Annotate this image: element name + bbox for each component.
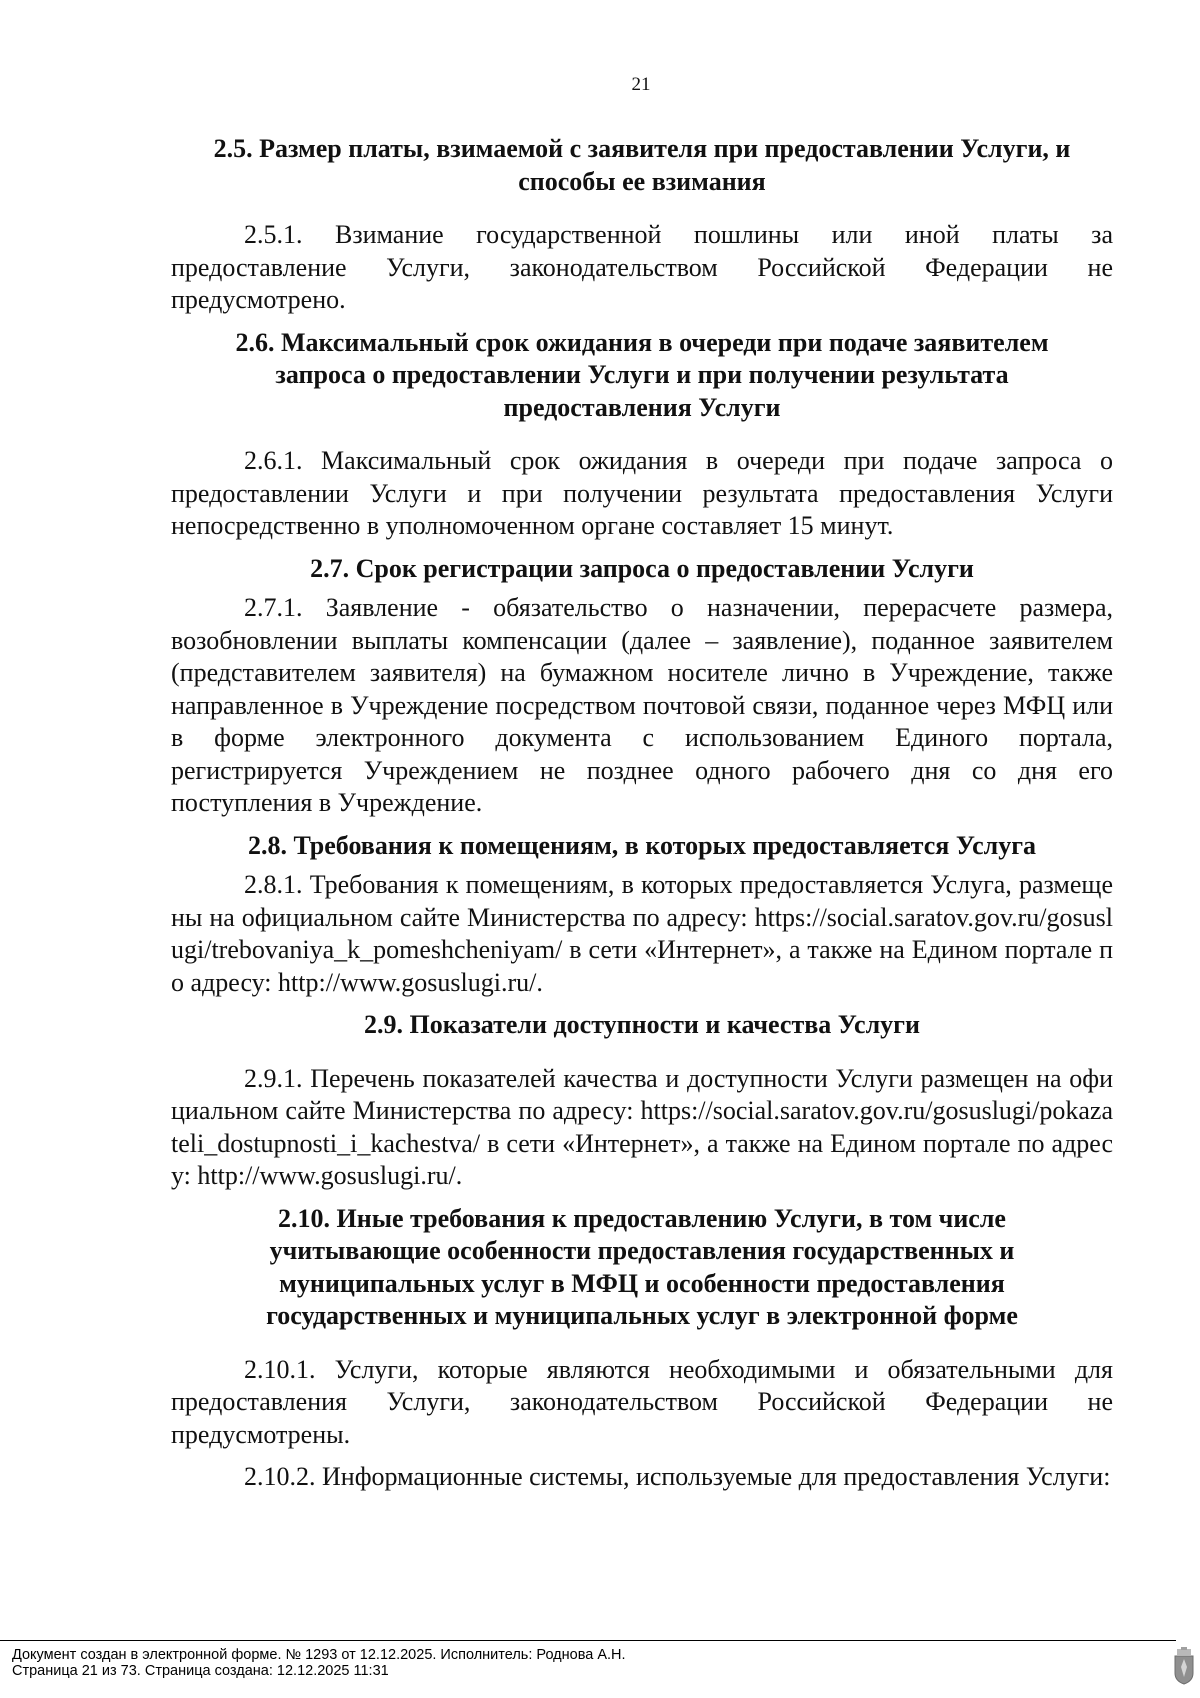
section-2-5 (171, 133, 1113, 317)
footer-line-2: Страница 21 из 73. Страница создана: 12.12.2025 11:31 (12, 1663, 389, 1679)
paragraph-2-7-1: 2.7.1. Заявление - обязательство о назначении, перерасчете размера, возобновлении выплаты компенсации (далее – заявление), поданное заявителем (представителем заявителя) на бумажном носителе лично в Учреждение, также направленное в Учреждение посредством почтовой связи, поданное через МФЦ или в форме электронного документа с использованием Единого портала, регистрируется Учреждением не позднее одного рабочего дня со дня его поступления в Учреждение. (171, 593, 1113, 817)
section-2-7 (171, 553, 1113, 820)
paragraph-2-8-1: 2.8.1. Требования к помещениям, в которых предоставляется Услуга, размещены на официальном сайте Министерства по адресу: https://social.saratov.gov.ru/gosuslugi/trebovaniya_k_pomeshcheniyam/ в сети «Интернет», а также на Едином портале по адресу: http://www.gosuslugi.ru/. (171, 870, 1113, 997)
paragraph-2-10-2: 2.10.2. Информационные системы, используемые для предоставления Услуги: (244, 1462, 1111, 1491)
footer-divider (0, 1640, 1176, 1641)
footer-line-1: Документ создан в электронной форме. № 1293 от 12.12.2025. Исполнитель: Роднова А.Н. (12, 1647, 626, 1663)
section-heading: 2.9. Показатели доступности и качества Услуги (364, 1010, 920, 1039)
coat-of-arms-icon (1172, 1647, 1196, 1685)
section-2-10 (171, 1203, 1113, 1494)
section-heading: 2.8. Требования к помещениям, в которых предоставляется Услуга (247, 830, 1037, 860)
section-heading: 2.7. Срок регистрации запроса о предоставлении Услуги (310, 553, 974, 583)
page-number: 21 (631, 74, 651, 95)
paragraph-2-9-1: 2.9.1. Перечень показателей качества и доступности Услуги размещен на официальном сайте Министерства по адресу: https://social.saratov.gov.ru/gosuslugi/pokazateli_dostupnosti_i_kachestva/ в сети «Интернет», а также на Едином портале по адресу: http://www.gosuslugi.ru/. (171, 1063, 1113, 1190)
section-2-9 (171, 1009, 1113, 1193)
paragraph-2-10-1: 2.10.1. Услуги, которые являются необходимыми и обязательными для предоставления Услуги, законодательством Российской Федерации не предусмотрены. (171, 1354, 1113, 1449)
document-body (171, 133, 1113, 1494)
section-heading: 2.6. Максимальный срок ожидания в очереди при подаче заявителем запроса о предоставлении Услуги и при получении результата предоставления Услуги (235, 327, 1049, 422)
footer (12, 1647, 626, 1679)
paragraph-2-5-1: 2.5.1. Взимание государственной пошлины или иной платы за предоставление Услуги, законодательством Российской Федерации не предусмотрено. (171, 220, 1113, 314)
section-2-8 (171, 830, 1113, 1000)
section-heading: 2.10. Иные требования к предоставлению Услуги, в том числе учитывающие особенности предоставления государственных и муниципальных услуг в МФЦ и особенности предоставления государственных и муниципальных услуг в электронной форме (266, 1203, 1018, 1330)
section-2-6 (171, 327, 1113, 543)
section-heading: 2.5. Размер платы, взимаемой с заявителя при предоставлении Услуги, и способы ее взимания (213, 134, 1071, 196)
paragraph-2-6-1: 2.6.1. Максимальный срок ожидания в очереди при подаче запроса о предоставлении Услуги и при получении результата предоставления Услуги непосредственно в уполномоченном органе составляет 15 минут. (171, 446, 1113, 540)
